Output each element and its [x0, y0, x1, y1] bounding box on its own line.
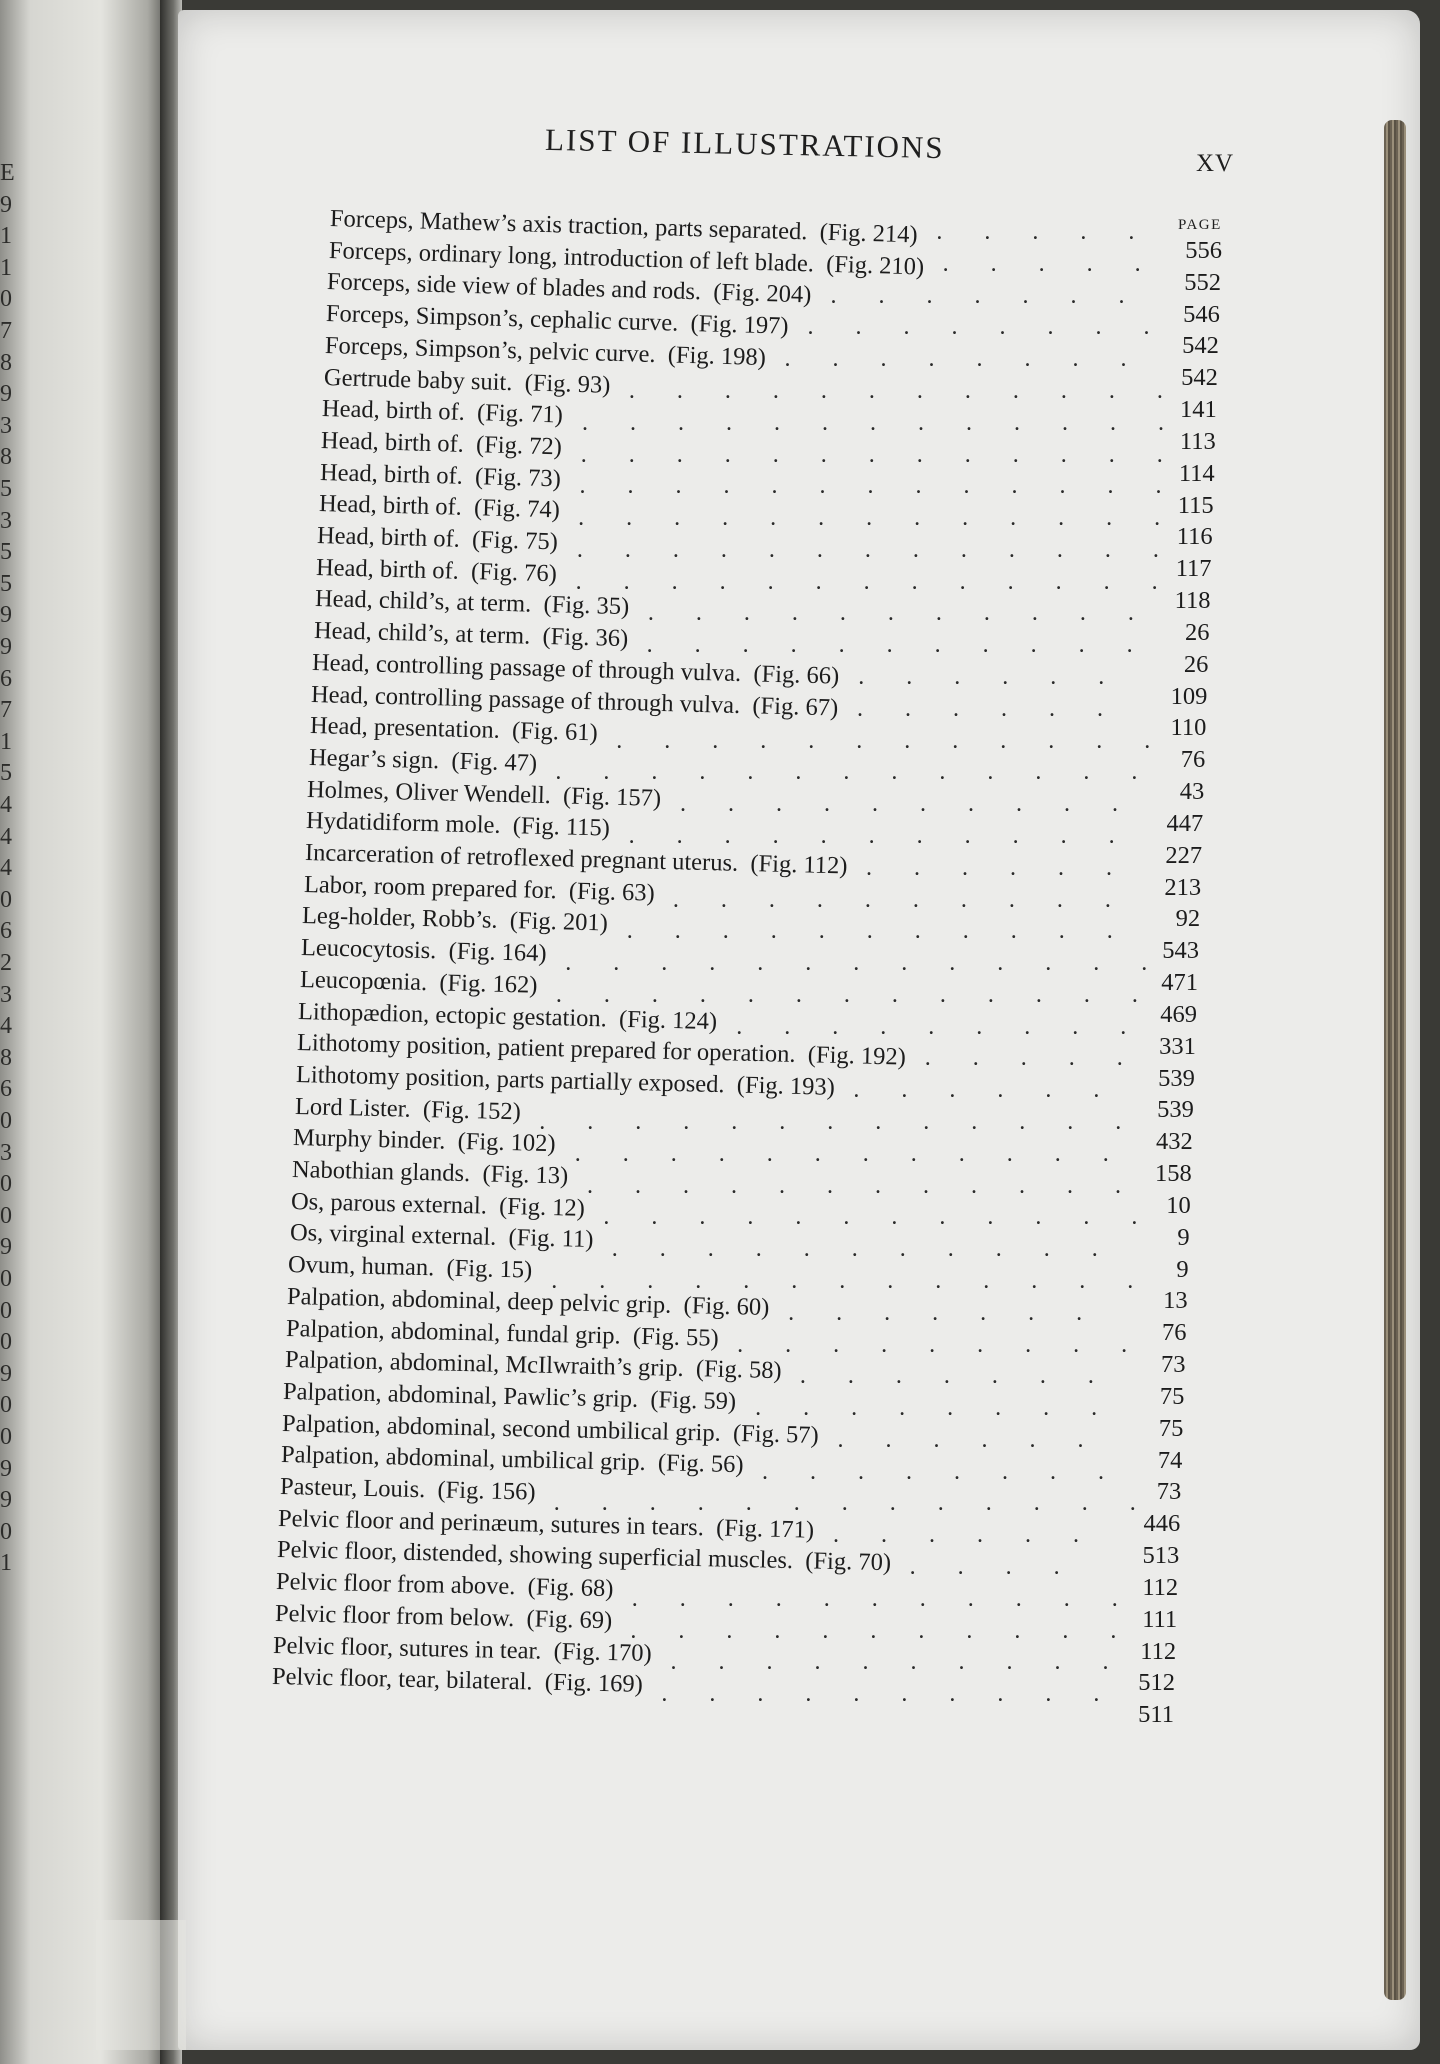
list-entry [321, 427, 563, 461]
leader-dots: . . . . [909, 1554, 1060, 1581]
entry-page-number: 158 [1154, 1160, 1192, 1188]
entry-page-number: 110 [1170, 714, 1207, 742]
entry-figure-ref: (Fig. 112) [749, 850, 848, 880]
leader-dots: . . . . . . . . . . [672, 886, 1111, 913]
entry-title: Lithotomy position, parts partially exposed. [295, 1060, 725, 1099]
entry-title: Os, virginal external. [289, 1219, 497, 1252]
entry-figure-ref: (Fig. 156) [436, 1476, 536, 1506]
list-entry [316, 554, 558, 588]
entry-page-number: 213 [1164, 873, 1202, 901]
entry-figure-ref: (Fig. 124) [619, 1005, 718, 1035]
entry-page-number: 447 [1166, 809, 1204, 837]
leader-dots: . . . . . . . . . . . . [616, 727, 1151, 754]
entry-title: Palpation, abdominal, Pawlic’s grip. [283, 1377, 639, 1413]
entry-figure-ref: (Fig. 58) [695, 1355, 782, 1385]
entry-figure-ref: (Fig. 152) [422, 1095, 521, 1125]
tape-mark [96, 1920, 186, 2050]
facing-page-char: 0 [0, 1518, 12, 1545]
entry-figure-ref: (Fig. 171) [716, 1514, 815, 1544]
facing-page-char: E [0, 160, 15, 186]
entry-page-number: 76 [1180, 746, 1206, 774]
leader-dots: . . . . . . . . . . . [611, 1236, 1098, 1263]
entry-page-number: 513 [1142, 1542, 1180, 1570]
entry-page-number: 112 [1142, 1573, 1179, 1601]
entry-figure-ref: (Fig. 35) [543, 591, 630, 621]
facing-page-char: 4 [0, 823, 12, 850]
facing-page-char: 1 [0, 223, 12, 250]
facing-page-char: 6 [0, 1076, 12, 1103]
facing-page-char: 0 [0, 286, 12, 313]
leader-dots: . . . . . . . . . [737, 1331, 1128, 1358]
leader-dots: . . . . . . [832, 1522, 1079, 1549]
list-entry [301, 934, 547, 968]
entry-figure-ref: (Fig. 157) [563, 782, 662, 812]
entry-figure-ref: (Fig. 68) [527, 1573, 614, 1603]
list-entry [275, 1568, 613, 1603]
entry-page-number: 227 [1165, 841, 1203, 869]
entry-title: Head, birth of. [320, 426, 465, 458]
list-entry [317, 522, 559, 556]
entry-figure-ref: (Fig. 197) [690, 310, 790, 340]
entry-figure-ref: (Fig. 73) [474, 462, 562, 493]
running-title: LIST OF ILLUSTRATIONS [544, 121, 946, 166]
entry-page-number: 471 [1161, 969, 1198, 997]
entry-figure-ref: (Fig. 192) [807, 1041, 907, 1071]
entry-page-number: 10 [1166, 1191, 1191, 1219]
facing-page-char: 9 [0, 634, 12, 660]
entry-page-number: 542 [1181, 364, 1218, 392]
entry-figure-ref: (Fig. 75) [472, 526, 559, 556]
entry-title: Palpation, abdominal, second umbilical grip. [281, 1409, 722, 1447]
entry-figure-ref: (Fig. 12) [498, 1192, 586, 1222]
leader-dots: . . . . . . . . . . [680, 791, 1119, 818]
entry-figure-ref: (Fig. 102) [457, 1128, 557, 1158]
entry-title: Leucopœnia. [299, 965, 428, 996]
entry-title: Head, birth of. [317, 522, 461, 553]
facing-page-char: 5 [0, 760, 12, 787]
entry-page-number: 76 [1162, 1319, 1187, 1347]
facing-page-char: 0 [0, 886, 12, 913]
entry-title: Pasteur, Louis. [279, 1473, 426, 1504]
leader-dots: . . . . . . . [799, 1363, 1094, 1390]
facing-page-char: 8 [0, 444, 12, 471]
facing-page-char: 8 [0, 1044, 12, 1071]
entry-figure-ref: (Fig. 70) [805, 1547, 892, 1577]
entry-page-number: 114 [1178, 459, 1215, 487]
facing-page-char: 6 [0, 918, 12, 945]
entry-page-number: 13 [1163, 1287, 1188, 1315]
entry-page-number: 113 [1179, 427, 1216, 455]
list-entry [291, 1188, 586, 1223]
entry-title: Nabothian glands. [291, 1156, 471, 1188]
leader-dots: . . . . . . . [830, 282, 1125, 309]
entry-page-number: 118 [1174, 587, 1211, 615]
facing-page-char: 0 [0, 1171, 12, 1198]
leader-dots: . . . . . . . . [807, 314, 1150, 341]
leader-dots: . . . . . . . . . . . . [574, 1140, 1109, 1167]
entry-page-number: 546 [1183, 300, 1220, 328]
entry-title: Incarceration of retroflexed pregnant uterus. [304, 839, 739, 877]
leader-dots: . . . . . . . . . . . . . [553, 1490, 1136, 1517]
list-entry [306, 807, 611, 843]
facing-page-char: 0 [0, 1329, 12, 1356]
entry-page-number: 552 [1184, 268, 1221, 296]
entry-page-number: 141 [1180, 396, 1217, 424]
entry-page-number: 331 [1159, 1032, 1196, 1060]
facing-page-char: 0 [0, 1297, 12, 1324]
entry-page-number: 556 [1185, 237, 1222, 264]
leader-dots: . . . . . . . . . . . . . [555, 759, 1138, 786]
entry-title: Labor, room prepared for. [303, 870, 557, 904]
entry-page-number: 73 [1156, 1478, 1182, 1506]
list-entry [283, 1378, 737, 1416]
entry-page-number: 111 [1142, 1605, 1178, 1633]
entry-page-number: 511 [1138, 1701, 1174, 1729]
entry-title: Palpation, abdominal, McIlwraith’s grip. [284, 1346, 684, 1383]
entry-title: Pelvic floor, distended, showing superficial muscles. [276, 1536, 794, 1575]
entry-figure-ref: (Fig. 69) [525, 1605, 613, 1634]
facing-page-char: 9 [0, 1234, 12, 1261]
leader-dots: . . . . . . [856, 695, 1103, 722]
facing-page-char: 1 [0, 728, 12, 755]
leader-dots: . . . . . [936, 219, 1135, 245]
facing-page-char: 3 [0, 981, 12, 1008]
leader-dots: . . . . . . . . . . . . . [581, 409, 1164, 436]
entry-title: Forceps, Mathew’s axis traction, parts separated. [329, 205, 808, 246]
facing-page-char: 7 [0, 697, 12, 724]
entry-title: Pelvic floor from below. [274, 1599, 515, 1632]
facing-page-char: 0 [0, 1202, 12, 1229]
leader-dots: . . . . . [942, 250, 1141, 277]
entry-title: Holmes, Oliver Wendell. [306, 775, 552, 809]
leader-dots: . . . . . . . . . . . . [603, 1204, 1138, 1231]
entry-page-number: 109 [1170, 682, 1208, 710]
list-entry [288, 1251, 533, 1285]
entry-title: Lithotomy position, patient prepared for operation. [296, 1029, 797, 1069]
list-entry [313, 617, 628, 653]
facing-page-char: 5 [0, 570, 12, 597]
entry-figure-ref: (Fig. 55) [632, 1322, 719, 1352]
leader-dots: . . . . . . . . . . . [646, 632, 1133, 659]
entry-title: Leucocytosis. [300, 934, 437, 965]
entry-figure-ref: (Fig. 63) [568, 877, 655, 907]
facing-page-char: 3 [0, 1139, 12, 1166]
facing-page-char: 9 [0, 1455, 12, 1482]
entry-figure-ref: (Fig. 193) [736, 1071, 836, 1101]
entry-title: Forceps, ordinary long, introduction of left blade. [328, 236, 815, 278]
entry-title: Head, birth of. [318, 490, 462, 522]
entry-title: Lithopædion, ectopic gestation. [298, 997, 608, 1032]
leader-dots: . . . . . . . . . . . . . [579, 473, 1162, 500]
list-entry [320, 459, 562, 493]
entry-title: Leg-holder, Robb’s. [301, 902, 499, 935]
leader-dots: . . . . . . . . . . . [628, 822, 1115, 849]
entry-page-number: 446 [1143, 1510, 1181, 1538]
leader-dots: . . . . . . . . . . [670, 1649, 1109, 1676]
entry-figure-ref: (Fig. 164) [448, 937, 547, 968]
entry-figure-ref: (Fig. 76) [470, 557, 558, 588]
list-entry [273, 1632, 652, 1668]
entry-figure-ref: (Fig. 61) [511, 717, 598, 747]
leader-dots: . . . . . . . . . . . . . [580, 441, 1163, 468]
entry-page-number: 115 [1177, 491, 1214, 519]
list-entry [279, 1473, 535, 1507]
entry-title: Head, birth of. [315, 553, 460, 585]
list-entry [289, 1219, 593, 1254]
entry-title: Gertrude baby suit. [323, 363, 513, 396]
entry-figure-ref: (Fig. 170) [553, 1637, 653, 1667]
leader-dots: . . . . . [924, 1045, 1123, 1072]
leader-dots: . . . . . . . . . . . . . [551, 1267, 1134, 1294]
facing-page-char: 5 [0, 539, 12, 566]
entry-figure-ref: (Fig. 115) [512, 812, 611, 842]
entry-figure-ref: (Fig. 67) [752, 691, 839, 722]
leader-dots: . . . . . . . . . . . [647, 600, 1134, 627]
entry-page-number: 112 [1140, 1637, 1177, 1665]
facing-page-char: 0 [0, 1424, 12, 1450]
entry-title: Head, controlling passage of through vulva. [310, 680, 741, 719]
entry-page-number: 26 [1183, 650, 1209, 678]
entry-figure-ref: (Fig. 162) [438, 969, 538, 999]
entry-figure-ref: (Fig. 214) [819, 218, 919, 249]
list-entry [293, 1124, 556, 1158]
leader-dots: . . . . . . . . . . . . . [576, 536, 1159, 563]
list-entry [309, 712, 597, 747]
entry-figure-ref: (Fig. 59) [650, 1386, 737, 1415]
entry-title: Head, child’s, at term. [314, 585, 532, 619]
page-number-roman: XV [1196, 150, 1235, 177]
entry-page-number: 117 [1175, 555, 1212, 583]
entry-figure-ref: (Fig. 71) [477, 399, 564, 429]
entry-figure-ref: (Fig. 60) [683, 1291, 770, 1321]
entry-figure-ref: (Fig. 201) [509, 907, 609, 937]
entry-figure-ref: (Fig. 36) [541, 623, 629, 653]
leader-dots: . . . . . . . . . . [661, 1681, 1100, 1708]
facing-page-char: 2 [0, 950, 12, 976]
entry-figure-ref: (Fig. 66) [753, 660, 840, 690]
entry-page-number: 432 [1156, 1128, 1193, 1156]
leader-dots: . . . . . . . . . . . . . [539, 1109, 1122, 1136]
entry-figure-ref: (Fig. 47) [450, 747, 538, 777]
leader-dots: . . . . . . . . . . . . . [578, 505, 1161, 532]
leader-dots: . . . . . . . . . . . . [587, 1172, 1122, 1199]
leader-dots: . . . . . . . . . . . . . [575, 568, 1158, 595]
entry-title: Ovum, human. [288, 1251, 435, 1282]
leader-dots: . . . . . . . [788, 1299, 1083, 1326]
entry-title: Os, parous external. [290, 1187, 488, 1220]
leader-dots: . . . . . . [853, 1077, 1100, 1104]
facing-page-char: 9 [0, 381, 12, 408]
entry-title: Pelvic floor, sutures in tear. [272, 1631, 542, 1665]
list-entry [308, 744, 537, 778]
entry-page-number: 26 [1184, 618, 1210, 646]
entry-title: Head, controlling passage of through vulva. [312, 648, 742, 687]
entry-figure-ref: (Fig. 13) [482, 1160, 569, 1190]
entry-page-number: 92 [1175, 905, 1201, 933]
leader-dots: . . . . . . . . [762, 1458, 1105, 1485]
leader-dots: . . . . . . [858, 664, 1105, 691]
leader-dots: . . . . . . . . . . . [630, 1617, 1117, 1644]
entry-title: Pelvic floor, tear, bilateral. [271, 1663, 533, 1696]
entry-page-number: 43 [1179, 778, 1205, 806]
facing-page-char: 9 [0, 191, 12, 218]
facing-page-char: 4 [0, 792, 12, 818]
entry-title: Murphy binder. [293, 1124, 447, 1155]
entry-page-number: 542 [1182, 332, 1219, 360]
entry-title: Head, birth of. [319, 458, 464, 490]
entry-page-number: 74 [1157, 1446, 1183, 1474]
list-entry [303, 871, 654, 908]
entry-title: Hydatidiform mole. [305, 807, 501, 840]
list-entry [272, 1663, 643, 1699]
facing-page-char: 0 [0, 1392, 12, 1419]
facing-page-char: 5 [0, 476, 12, 502]
entry-title: Forceps, Simpson’s, cephalic curve. [325, 300, 679, 337]
entry-page-number: 469 [1160, 1000, 1197, 1028]
list-entry [292, 1156, 569, 1190]
page-column-label: PAGE [1178, 217, 1222, 233]
facing-page-char: 0 [0, 1108, 12, 1134]
entry-title: Palpation, abdominal, deep pelvic grip. [286, 1282, 672, 1319]
entry-title: Head, presentation. [309, 712, 500, 745]
entry-title: Forceps, Simpson’s, pelvic curve. [324, 331, 656, 368]
leader-dots: . . . . . . . . [784, 346, 1127, 373]
leader-dots: . . . . . . [865, 854, 1112, 881]
list-entry [294, 1093, 521, 1126]
entry-page-number: 116 [1176, 523, 1213, 551]
entry-page-number: 543 [1162, 937, 1200, 965]
entry-figure-ref: (Fig. 93) [523, 368, 611, 399]
facing-page-char: 6 [0, 665, 12, 692]
entry-title: Palpation, abdominal, fundal grip. [285, 1314, 621, 1350]
entry-page-number: 73 [1160, 1351, 1186, 1379]
facing-page-char: 1 [0, 1550, 12, 1577]
leader-dots: . . . . . . . . . . . . . [565, 950, 1148, 977]
leader-dots: . . . . . . [837, 1426, 1084, 1453]
entry-figure-ref: (Fig. 72) [475, 431, 563, 461]
list-entry [274, 1600, 612, 1635]
leader-dots: . . . . . . . . . . . . [628, 377, 1163, 404]
facing-page-char: 9 [0, 1487, 12, 1514]
entry-page-number: 75 [1159, 1382, 1185, 1410]
facing-page-char: 9 [0, 602, 12, 629]
entry-page-number: 9 [1176, 1255, 1189, 1283]
entry-title: Lord Lister. [294, 1092, 411, 1123]
entry-page-number: 539 [1158, 1064, 1195, 1092]
entry-title: Head, birth of. [322, 395, 466, 427]
entry-figure-ref: (Fig. 15) [446, 1254, 533, 1284]
entry-figure-ref: (Fig. 74) [473, 494, 560, 524]
entry-figure-ref: (Fig. 56) [657, 1449, 744, 1479]
entry-page-number: 512 [1138, 1669, 1176, 1697]
entry-figure-ref: (Fig. 169) [544, 1668, 644, 1698]
list-entry [323, 364, 610, 400]
facing-page-char: 1 [0, 254, 12, 281]
entry-figure-ref: (Fig. 11) [507, 1224, 594, 1254]
facing-page-char: 4 [0, 1013, 12, 1040]
leader-dots: . . . . . . . . [755, 1395, 1098, 1422]
entry-page-number: 9 [1177, 1223, 1190, 1251]
entry-title: Pelvic floor from above. [275, 1568, 516, 1601]
entry-figure-ref: (Fig. 198) [667, 341, 767, 371]
entry-title: Head, child’s, at term. [313, 617, 531, 650]
entry-title: Palpation, abdominal, umbilical grip. [280, 1441, 646, 1477]
entry-page-number: 539 [1157, 1096, 1194, 1124]
entry-page-number: 75 [1158, 1414, 1184, 1442]
facing-page-char: 7 [0, 318, 12, 344]
facing-page-char: 3 [0, 507, 12, 534]
leader-dots: . . . . . . . . . . . [626, 918, 1113, 945]
list-entry [322, 395, 564, 429]
leader-dots: . . . . . . . . . . . . . [555, 981, 1138, 1008]
entry-figure-ref: (Fig. 210) [825, 250, 925, 281]
leader-dots: . . . . . . . . . [736, 1013, 1127, 1040]
entry-title: Hegar’s sign. [308, 743, 440, 775]
entry-figure-ref: (Fig. 204) [713, 279, 813, 309]
list-entry [302, 902, 609, 938]
entry-figure-ref: (Fig. 57) [732, 1419, 820, 1449]
leader-dots: . . . . . . . . . . . [631, 1585, 1118, 1612]
facing-page-char: 4 [0, 855, 12, 882]
list-entry [299, 966, 537, 1000]
facing-page-char: 0 [0, 1266, 12, 1292]
entry-title: Pelvic floor and perinæum, sutures in tears. [278, 1504, 705, 1541]
facing-page-char: 3 [0, 412, 12, 439]
entry-title: Forceps, side view of blades and rods. [327, 268, 702, 306]
facing-page-char: 9 [0, 1360, 12, 1387]
facing-page-char: 8 [0, 349, 12, 376]
list-entry [318, 490, 560, 524]
